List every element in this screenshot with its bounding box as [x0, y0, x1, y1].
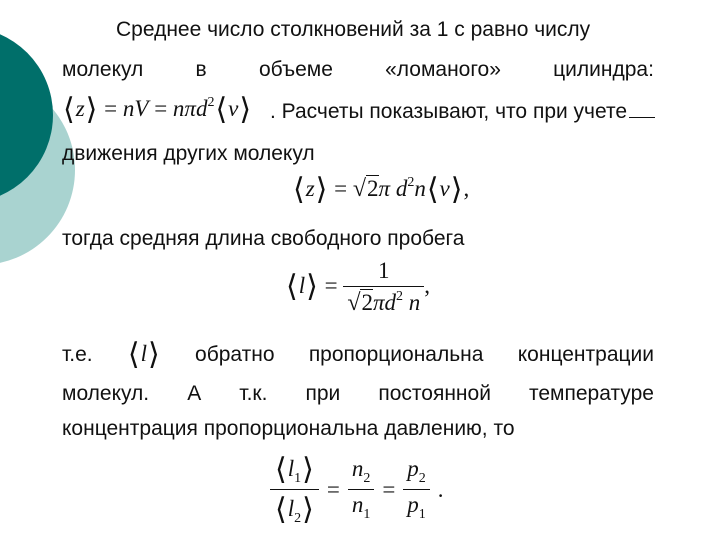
word: объеме	[258, 58, 333, 81]
equals-sign: =	[324, 272, 338, 298]
angle-bracket-right: ⟩	[148, 338, 160, 371]
angle-bracket-left: ⟨	[275, 493, 287, 526]
symbol-pi: π	[372, 290, 385, 315]
symbol-l: l	[298, 272, 306, 298]
numerator	[270, 452, 319, 489]
angle-bracket-left: ⟨	[275, 453, 287, 486]
text-line-4: движения других молекул	[62, 142, 315, 165]
line-3-text: . Расчеты показывают, что при учете	[270, 100, 628, 123]
angle-bracket-left: ⟨	[215, 93, 228, 126]
fraction	[343, 258, 424, 317]
fraction-n2-n1	[348, 456, 375, 523]
symbol-pi: π	[378, 176, 391, 201]
text-line-8	[62, 337, 654, 372]
numerator	[403, 456, 430, 489]
symbol-v: v	[228, 96, 239, 121]
symbol-d: d	[195, 96, 208, 121]
radicand-2: 2	[367, 176, 379, 201]
symbol-d: d	[395, 176, 408, 201]
angle-bracket-right: ⟩	[306, 269, 318, 303]
period: .	[437, 476, 444, 502]
symbol-pi: π	[184, 96, 196, 121]
angle-bracket-left: ⟨	[426, 173, 439, 206]
exponent-2: 2	[207, 95, 215, 110]
symbol-z: z	[305, 176, 315, 201]
word: в	[195, 58, 207, 81]
angle-bracket-right: ⟩	[239, 93, 252, 126]
symbol-n: n	[414, 176, 426, 201]
word: т.е.	[62, 342, 93, 366]
denominator	[270, 489, 319, 527]
word: А	[187, 382, 202, 405]
symbol-l: l	[140, 341, 148, 366]
subscript-2: 2	[363, 471, 371, 486]
radicand-2: 2	[361, 290, 373, 315]
comma: ,	[424, 272, 431, 298]
symbol-p: p	[407, 456, 419, 481]
angle-bracket-right: ⟩	[302, 493, 314, 526]
exponent-2: 2	[407, 175, 415, 190]
numerator	[348, 456, 375, 489]
text-line-9	[62, 382, 654, 406]
angle-bracket-left: ⟨	[127, 338, 140, 371]
denominator	[403, 489, 430, 523]
word: температуре	[529, 382, 654, 405]
formula-collision-rate-corrected	[292, 172, 469, 207]
subscript-1: 1	[363, 507, 371, 522]
equals-sign: =	[326, 476, 340, 502]
fraction-p2-p1	[403, 456, 430, 523]
text-line-3	[270, 100, 655, 124]
angle-bracket-left: ⟨	[286, 269, 298, 303]
symbol-l: l	[287, 456, 295, 481]
symbol-v: v	[439, 176, 450, 201]
inline-formula-l	[127, 337, 161, 372]
symbol-d: d	[384, 290, 397, 315]
equals-sign: =	[382, 476, 396, 502]
formula-ratio	[270, 452, 444, 527]
word: молекул	[62, 58, 144, 81]
angle-bracket-left: ⟨	[63, 93, 75, 126]
word: «ломаного»	[385, 58, 501, 81]
subscript-2: 2	[418, 471, 426, 486]
symbol-V: V	[134, 96, 149, 121]
word: при	[305, 382, 341, 405]
word: концентрации	[517, 342, 654, 366]
text-line-1: Среднее число столкновений за 1 с равно числу	[116, 18, 591, 41]
text-line-10: концентрация пропорциональна давлению, то	[62, 417, 515, 440]
word: постоянной	[378, 382, 491, 405]
word: молекул.	[62, 382, 150, 405]
comma: ,	[463, 176, 470, 201]
word: пропорциональна	[308, 342, 484, 366]
formula-collision-rate	[62, 92, 252, 127]
sqrt-sign: √	[347, 290, 361, 316]
symbol-n: n	[351, 492, 364, 517]
text-line-2	[62, 58, 654, 82]
word: обратно	[195, 342, 275, 366]
denominator	[343, 286, 424, 317]
underline-blank	[629, 117, 655, 118]
symbol-z: z	[75, 96, 85, 121]
angle-bracket-right: ⟩	[302, 453, 314, 486]
symbol-n: n	[408, 290, 421, 315]
equals-sign: =	[334, 176, 348, 201]
angle-bracket-right: ⟩	[85, 93, 98, 126]
angle-bracket-right: ⟩	[315, 173, 328, 206]
symbol-l: l	[287, 496, 295, 521]
subscript-2: 2	[294, 511, 302, 526]
equals-sign: =	[154, 96, 168, 121]
symbol-n: n	[172, 96, 185, 121]
symbol-p: p	[407, 492, 419, 517]
word: цилиндра:	[553, 58, 654, 81]
sqrt-sign: √	[352, 176, 367, 202]
angle-bracket-right: ⟩	[450, 173, 463, 206]
exponent-2: 2	[396, 289, 404, 304]
subscript-1: 1	[294, 471, 302, 486]
text-line-6: тогда средняя длина свободного пробега	[62, 227, 465, 250]
word: т.к.	[239, 382, 268, 405]
angle-bracket-left: ⟨	[293, 173, 305, 206]
subscript-1: 1	[418, 507, 426, 522]
equals-sign: =	[104, 96, 118, 121]
formula-mean-free-path	[285, 258, 430, 317]
denominator	[348, 489, 375, 523]
numerator-1: 1	[378, 258, 390, 283]
symbol-n: n	[122, 96, 135, 121]
symbol-n: n	[351, 456, 364, 481]
fraction-l1-l2	[270, 452, 319, 527]
